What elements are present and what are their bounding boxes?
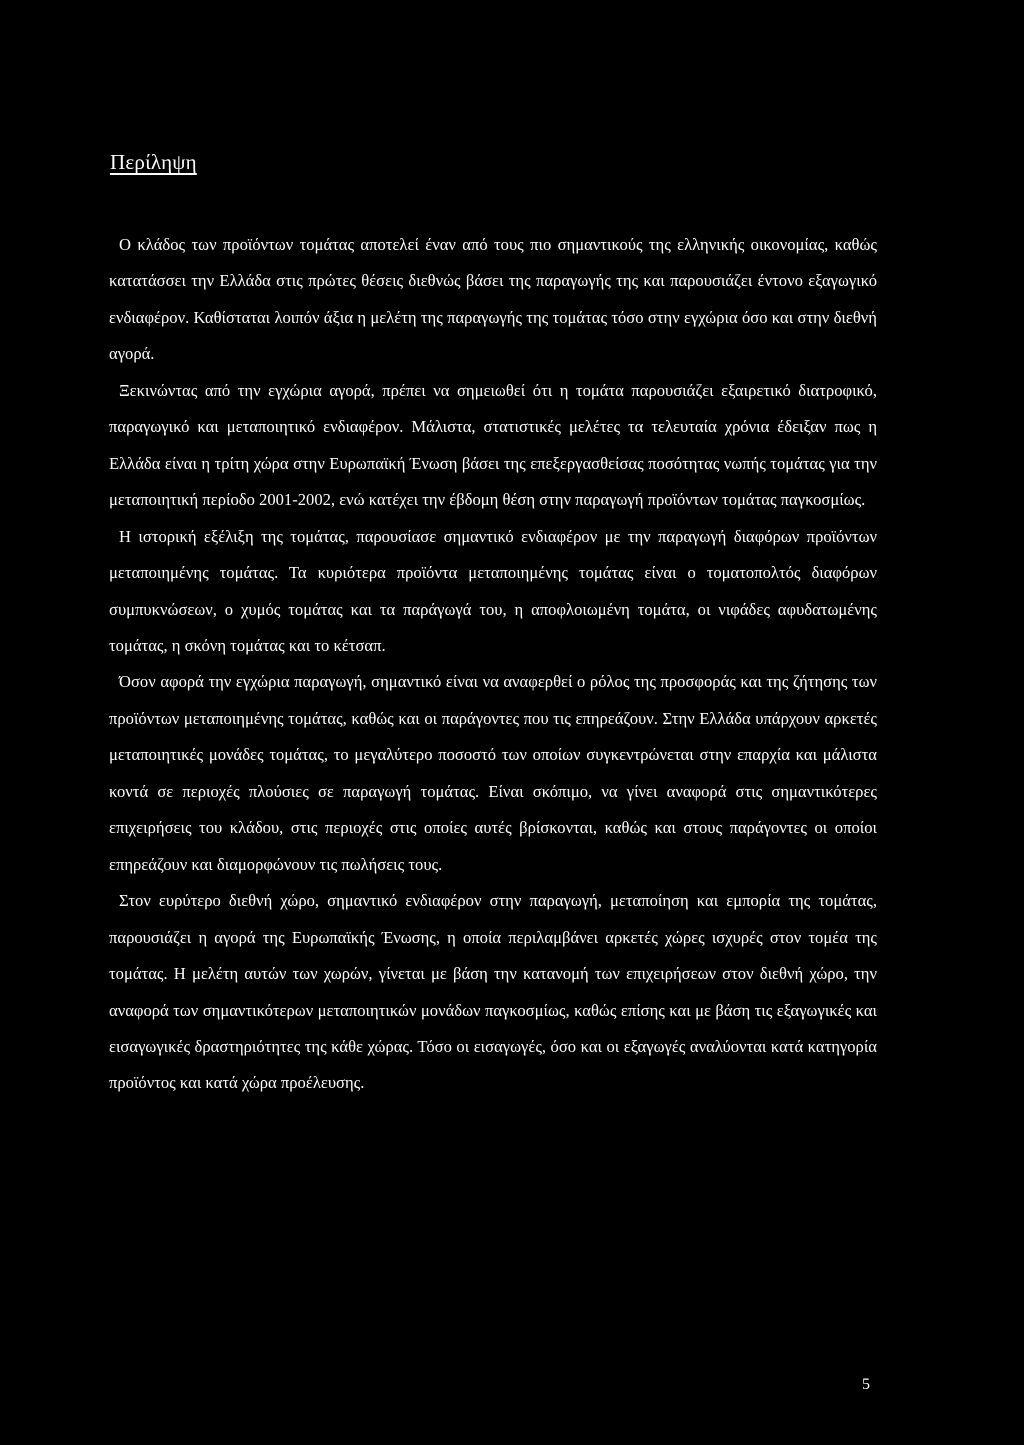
paragraph-5: Στον ευρύτερο διεθνή χώρο, σημαντικό ενδιαφέρον στην παραγωγή, μεταποίηση και εμπορία της τομάτας, παρουσιάζει η αγορά της Ευρωπαϊκής Ένωσης, η οποία περιλαμβάνει αρκετές χώρες ισχυρές στον τομέα της τομάτας. Η μελέτη αυτών των χωρών, γίνεται με βάση την κατανομή των επιχειρήσεων στον διεθνή χώρο, την αναφορά των σημαντικότερων μεταποιητικών μονάδων παγκοσμίως, καθώς επίσης και με βάση τις εξαγωγικές και εισαγωγικές δραστηριότητες της κάθε χώρας. Τόσο οι εισαγωγές, όσο και οι εξαγωγές αναλύονται κατά κατηγορία προϊόντος και κατά χώρα προέλευσης.: [109, 891, 877, 1093]
page-title: Περίληψη: [110, 150, 197, 174]
abstract-body: [109, 227, 877, 1102]
page-number: 5: [862, 1376, 870, 1393]
paragraph-4: Όσον αφορά την εγχώρια παραγωγή, σημαντικό είναι να αναφερθεί ο ρόλος της προσφοράς και της ζήτησης των προϊόντων μεταποιημένης τομάτας, καθώς και οι παράγοντες που τις επηρεάζουν. Στην Ελλάδα υπάρχουν αρκετές μεταποιητικές μονάδες τομάτας, το μεγαλύτερο ποσοστό των οποίων συγκεντρώνεται στην επαρχία και μάλιστα κοντά σε περιοχές πλούσιες σε παραγωγή τομάτας. Είναι σκόπιμο, να γίνει αναφορά στις σημαντικότερες επιχειρήσεις του κλάδου, στις περιοχές στις οποίες αυτές βρίσκονται, καθώς και στους παράγοντες οι οποίοι επηρεάζουν και διαμορφώνουν τις πωλήσεις τους.: [109, 672, 877, 874]
paragraph-2: Ξεκινώντας από την εγχώρια αγορά, πρέπει να σημειωθεί ότι η τομάτα παρουσιάζει εξαιρετικό διατροφικό, παραγωγικό και μεταποιητικό ενδιαφέρον. Μάλιστα, στατιστικές μελέτες τα τελευταία χρόνια έδειξαν πως η Ελλάδα είναι η τρίτη χώρα στην Ευρωπαϊκή Ένωση βάσει της επεξεργασθείσας ποσότητας νωπής τομάτας για την μεταποιητική περίοδο 2001-2002, ενώ κατέχει την έβδομη θέση στην παραγωγή προϊόντων τομάτας παγκοσμίως.: [109, 380, 877, 510]
paragraph-1: Ο κλάδος των προϊόντων τομάτας αποτελεί έναν από τους πιο σημαντικούς της ελληνικής οικονομίας, καθώς κατατάσσει την Ελλάδα στις πρώτες θέσεις διεθνώς βάσει της παραγωγής της και παρουσιάζει έντονο εξαγωγικό ενδιαφέρον. Καθίσταται λοιπόν άξια η μελέτη της παραγωγής της τομάτας τόσο στην εγχώρια όσο και στην διεθνή αγορά.: [109, 235, 877, 364]
paragraph-3: Η ιστορική εξέλιξη της τομάτας, παρουσίασε σημαντικό ενδιαφέρον με την παραγωγή διαφόρων προϊόντων μεταποιημένης τομάτας. Τα κυριότερα προϊόντα μεταποιημένης τομάτας είναι ο τοματοπολτός διαφόρων συμπυκνώσεων, ο χυμός τομάτας και τα παράγωγά του, η αποφλοιωμένη τομάτα, οι νιφάδες αφυδατωμένης τομάτας, η σκόνη τομάτας και το κέτσαπ.: [109, 526, 877, 655]
